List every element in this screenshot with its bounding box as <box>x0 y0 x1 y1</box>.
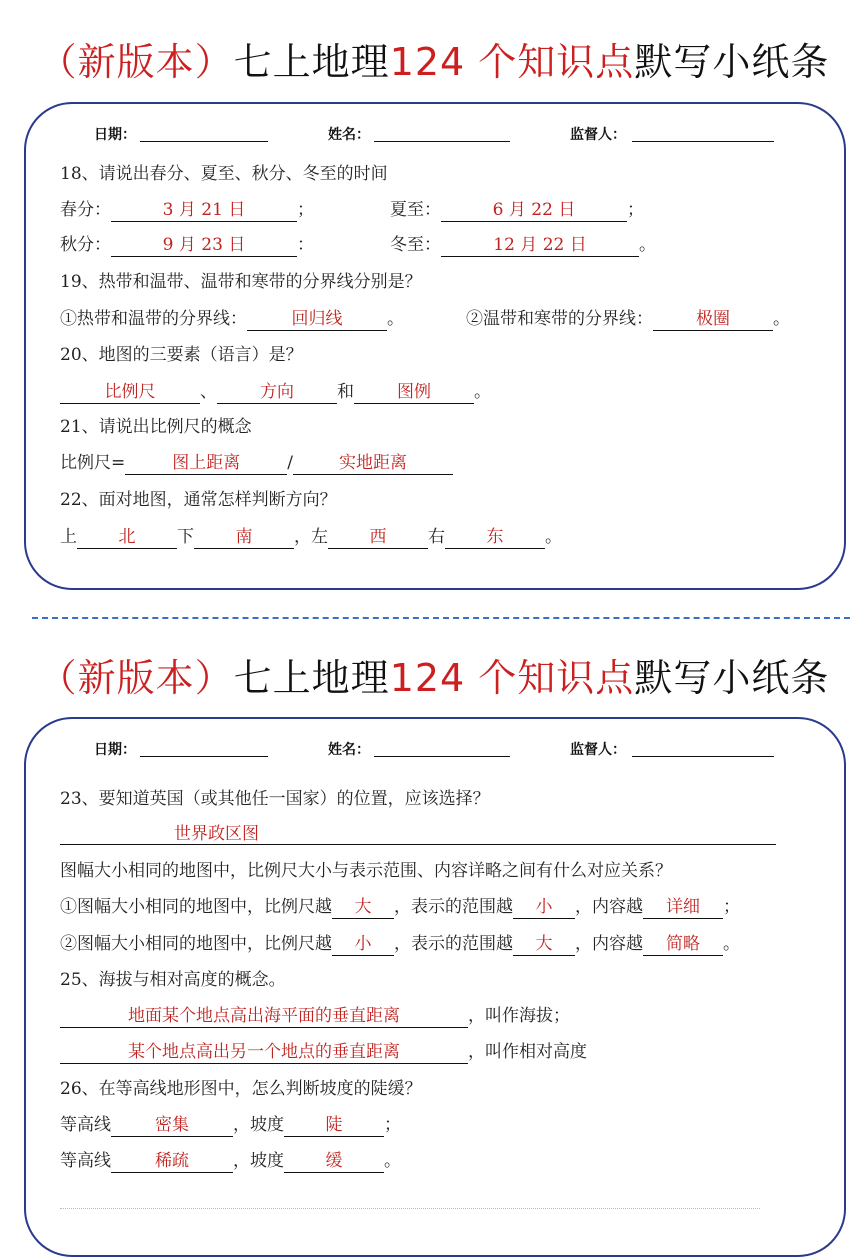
title-edition: （新版本） <box>38 656 234 700</box>
q26-end1: ； <box>384 1115 401 1135</box>
cut-off-text-edge <box>60 1208 760 1215</box>
q20-question: 20、地图的三要素（语言）是？ <box>60 345 303 365</box>
q18-sep: ； <box>627 200 644 220</box>
date-field[interactable] <box>140 756 268 757</box>
q26-end2: 。 <box>384 1151 401 1171</box>
q18-winter-label: 冬至： <box>390 235 441 255</box>
q19-end2: 。 <box>773 309 790 329</box>
q25-answer-relative-height[interactable]: 某个地点高出另一个地点的垂直距离 <box>60 1041 468 1064</box>
q22-answer-north[interactable]: 北 <box>77 526 177 549</box>
date-label: 日期： <box>94 742 136 758</box>
q20-sep1: 、 <box>200 382 217 402</box>
q25-altitude-suffix: ，叫作海拔； <box>468 1006 570 1026</box>
q24-answer-brief[interactable]: 简略 <box>643 933 723 956</box>
q18-winter-answer[interactable]: 12 月 22 日 <box>441 234 639 257</box>
q25-row2 <box>60 1040 587 1064</box>
q19-row2 <box>466 307 790 331</box>
q20-answer-scale[interactable]: 比例尺 <box>60 381 200 404</box>
q20-answer-direction[interactable]: 方向 <box>217 381 337 404</box>
q24-row2-prefix: ②图幅大小相同的地图中，比例尺越 <box>60 934 332 954</box>
q19-row1 <box>60 307 404 331</box>
q19-answer-polar[interactable]: 极圈 <box>653 308 773 331</box>
q23-question: 23、要知道英国（或其他任一国家）的位置，应该选择？ <box>60 789 490 809</box>
sheet1-title <box>0 40 868 84</box>
q26-contour-label: 等高线 <box>60 1115 111 1135</box>
q21-answer-real-distance[interactable]: 实地距离 <box>293 452 453 475</box>
q21-question: 21、请说出比例尺的概念 <box>60 417 252 437</box>
supervisor-field[interactable] <box>632 756 774 757</box>
q25-answer-altitude[interactable]: 地面某个地点高出海平面的垂直距离 <box>60 1005 468 1028</box>
q18-summer-answer[interactable]: 6 月 22 日 <box>441 199 627 222</box>
q23-answer-political-map[interactable]: 世界政区图 <box>60 823 776 845</box>
q18-row2b <box>390 233 656 257</box>
q26-question: 26、在等高线地形图中，怎么判断坡度的陡缓？ <box>60 1079 422 1099</box>
q18-question: 18、请说出春分、夏至、秋分、冬至的时间 <box>60 164 388 184</box>
title-type: 默写小纸条 <box>634 40 830 84</box>
title-subject: 七上地理 <box>233 656 390 700</box>
q18-summer-label: 夏至： <box>390 200 441 220</box>
supervisor-field[interactable] <box>632 141 774 142</box>
q24-answer-scale-large[interactable]: 大 <box>332 896 394 919</box>
q18-spring-label: 春分： <box>60 200 111 220</box>
q19-end1: 。 <box>387 309 404 329</box>
q24-row2 <box>60 932 740 956</box>
title-edition: （新版本） <box>38 40 234 84</box>
q18-row1 <box>60 198 314 222</box>
q22-answer-west[interactable]: 西 <box>328 526 428 549</box>
title-count: 124 个知识点 <box>389 40 635 84</box>
q24-content-label: ，内容越 <box>575 934 643 954</box>
q18-spring-answer[interactable]: 3 月 21 日 <box>111 199 297 222</box>
q21-prefix: 比例尺= <box>60 453 126 473</box>
q24-row1 <box>60 895 740 919</box>
q26-answer-sparse[interactable]: 稀疏 <box>111 1150 233 1173</box>
q26-answer-gentle[interactable]: 缓 <box>284 1150 384 1173</box>
q24-range-label: ，表示的范围越 <box>394 934 513 954</box>
q21-row <box>60 451 453 475</box>
q22-right-label: 右 <box>428 527 445 547</box>
q24-end2: 。 <box>723 934 740 954</box>
q18-autumn-label: 秋分： <box>60 235 111 255</box>
q19-question: 19、热带和温带、温带和寒带的分界线分别是？ <box>60 272 422 292</box>
name-label: 姓名： <box>328 127 370 143</box>
q26-slope-label: ，坡度 <box>233 1151 284 1171</box>
q23-row <box>60 822 776 846</box>
name-label: 姓名： <box>328 742 370 758</box>
q18-sep: ； <box>297 200 314 220</box>
date-field[interactable] <box>140 141 268 142</box>
supervisor-label: 监督人： <box>570 127 626 143</box>
q18-end: 。 <box>639 235 656 255</box>
q21-answer-map-distance[interactable]: 图上距离 <box>125 452 287 475</box>
q24-end1: ； <box>723 897 740 917</box>
q18-sep: ： <box>297 235 314 255</box>
q25-question: 25、海拔与相对高度的概念。 <box>60 970 286 990</box>
q24-question: 图幅大小相同的地图中，比例尺大小与表示范围、内容详略之间有什么对应关系？ <box>60 861 672 881</box>
q26-answer-steep[interactable]: 陡 <box>284 1114 384 1137</box>
q20-answer-legend[interactable]: 图例 <box>354 381 474 404</box>
title-count: 124 个知识点 <box>389 656 635 700</box>
q19-part1-label: ①热带和温带的分界线： <box>60 309 247 329</box>
q24-answer-range-large[interactable]: 大 <box>513 933 575 956</box>
q18-row2 <box>60 233 314 257</box>
q25-row1 <box>60 1004 570 1028</box>
q24-answer-scale-small[interactable]: 小 <box>332 933 394 956</box>
sheet2-title <box>0 656 868 700</box>
cut-line-divider <box>32 617 850 619</box>
q20-sep2: 和 <box>337 382 354 402</box>
q24-answer-range-small[interactable]: 小 <box>513 896 575 919</box>
q26-contour-label: 等高线 <box>60 1151 111 1171</box>
q24-answer-detailed[interactable]: 详细 <box>643 896 723 919</box>
title-subject: 七上地理 <box>233 40 390 84</box>
supervisor-label: 监督人： <box>570 742 626 758</box>
title-type: 默写小纸条 <box>634 656 830 700</box>
q24-range-label: ，表示的范围越 <box>394 897 513 917</box>
q22-end: 。 <box>545 527 562 547</box>
name-field[interactable] <box>374 141 510 142</box>
q18-row1b <box>390 198 644 222</box>
date-label: 日期： <box>94 127 136 143</box>
q22-left-label: ，左 <box>294 527 328 547</box>
q18-autumn-answer[interactable]: 9 月 23 日 <box>111 234 297 257</box>
q26-answer-dense[interactable]: 密集 <box>111 1114 233 1137</box>
q22-row <box>60 525 562 549</box>
q22-answer-east[interactable]: 东 <box>445 526 545 549</box>
q26-row2 <box>60 1149 401 1173</box>
name-field[interactable] <box>374 756 510 757</box>
q22-down-label: 下 <box>177 527 194 547</box>
q26-slope-label: ，坡度 <box>233 1115 284 1135</box>
q25-relative-suffix: ，叫作相对高度 <box>468 1042 587 1062</box>
q22-up-label: 上 <box>60 527 77 547</box>
q19-part2-label: ②温带和寒带的分界线： <box>466 309 653 329</box>
q24-content-label: ，内容越 <box>575 897 643 917</box>
q22-question: 22、面对地图，通常怎样判断方向？ <box>60 490 337 510</box>
q24-row1-prefix: ①图幅大小相同的地图中，比例尺越 <box>60 897 332 917</box>
q20-row <box>60 380 491 404</box>
q20-end: 。 <box>474 382 491 402</box>
q19-answer-tropic[interactable]: 回归线 <box>247 308 387 331</box>
q21-slash: / <box>287 453 293 473</box>
q22-answer-south[interactable]: 南 <box>194 526 294 549</box>
q26-row1 <box>60 1113 401 1137</box>
